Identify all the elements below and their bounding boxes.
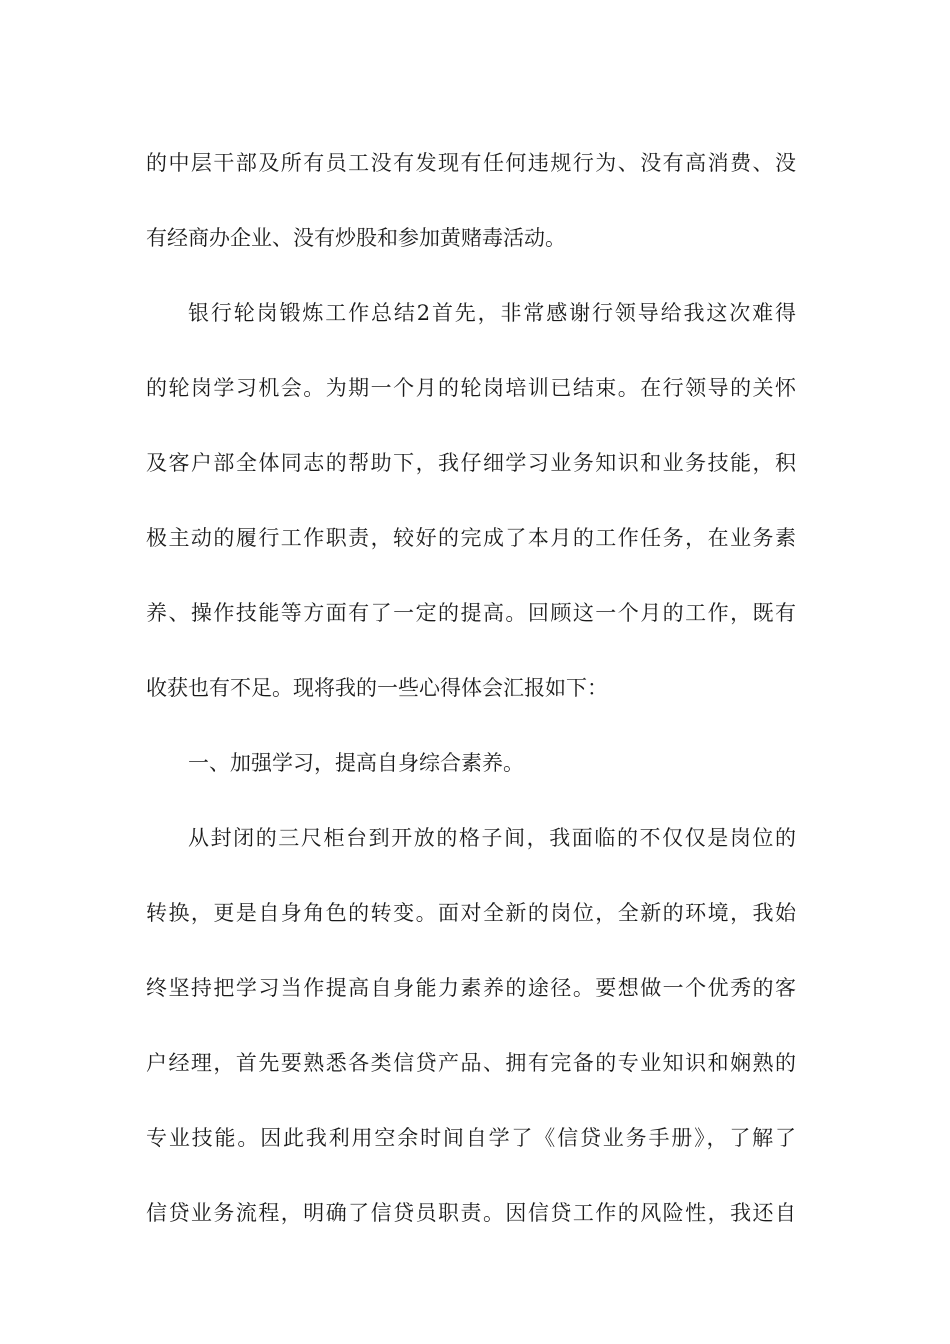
body-text	[146, 126, 796, 1251]
paragraph-start-line: 从封闭的三尺柜台到开放的格子间，我面临的不仅仅是岗位的	[188, 826, 796, 850]
text-line: 收获也有不足。现将我的一些心得体会汇报如下：	[146, 676, 608, 700]
text-line: 的轮岗学习机会。为期一个月的轮岗培训已结束。在行领导的关怀	[146, 376, 796, 400]
text-line: 终坚持把学习当作提高自身能力素养的途径。要想做一个优秀的客	[146, 976, 796, 1000]
text-line: 户经理，首先要熟悉各类信贷产品、拥有完备的专业知识和娴熟的	[146, 1051, 796, 1075]
text-line: 养、操作技能等方面有了一定的提高。回顾这一个月的工作，既有	[146, 601, 796, 625]
section-heading: 一、加强学习，提高自身综合素养。	[188, 751, 524, 775]
text-line: 及客户部全体同志的帮助下，我仔细学习业务知识和业务技能，积	[146, 451, 796, 475]
text-line: 的中层干部及所有员工没有发现有任何违规行为、没有高消费、没	[146, 151, 796, 175]
paragraph-start-line: 银行轮岗锻炼工作总结2首先，非常感谢行领导给我这次难得	[188, 301, 796, 325]
text-line: 专业技能。因此我利用空余时间自学了《信贷业务手册》，了解了	[146, 1126, 796, 1150]
text-line: 信贷业务流程，明确了信贷员职责。因信贷工作的风险性，我还自	[146, 1201, 796, 1225]
text-line: 有经商办企业、没有炒股和参加黄赌毒活动。	[146, 226, 566, 250]
text-line: 转换，更是自身角色的转变。面对全新的岗位，全新的环境，我始	[146, 901, 796, 925]
text-line: 极主动的履行工作职责，较好的完成了本月的工作任务，在业务素	[146, 526, 796, 550]
